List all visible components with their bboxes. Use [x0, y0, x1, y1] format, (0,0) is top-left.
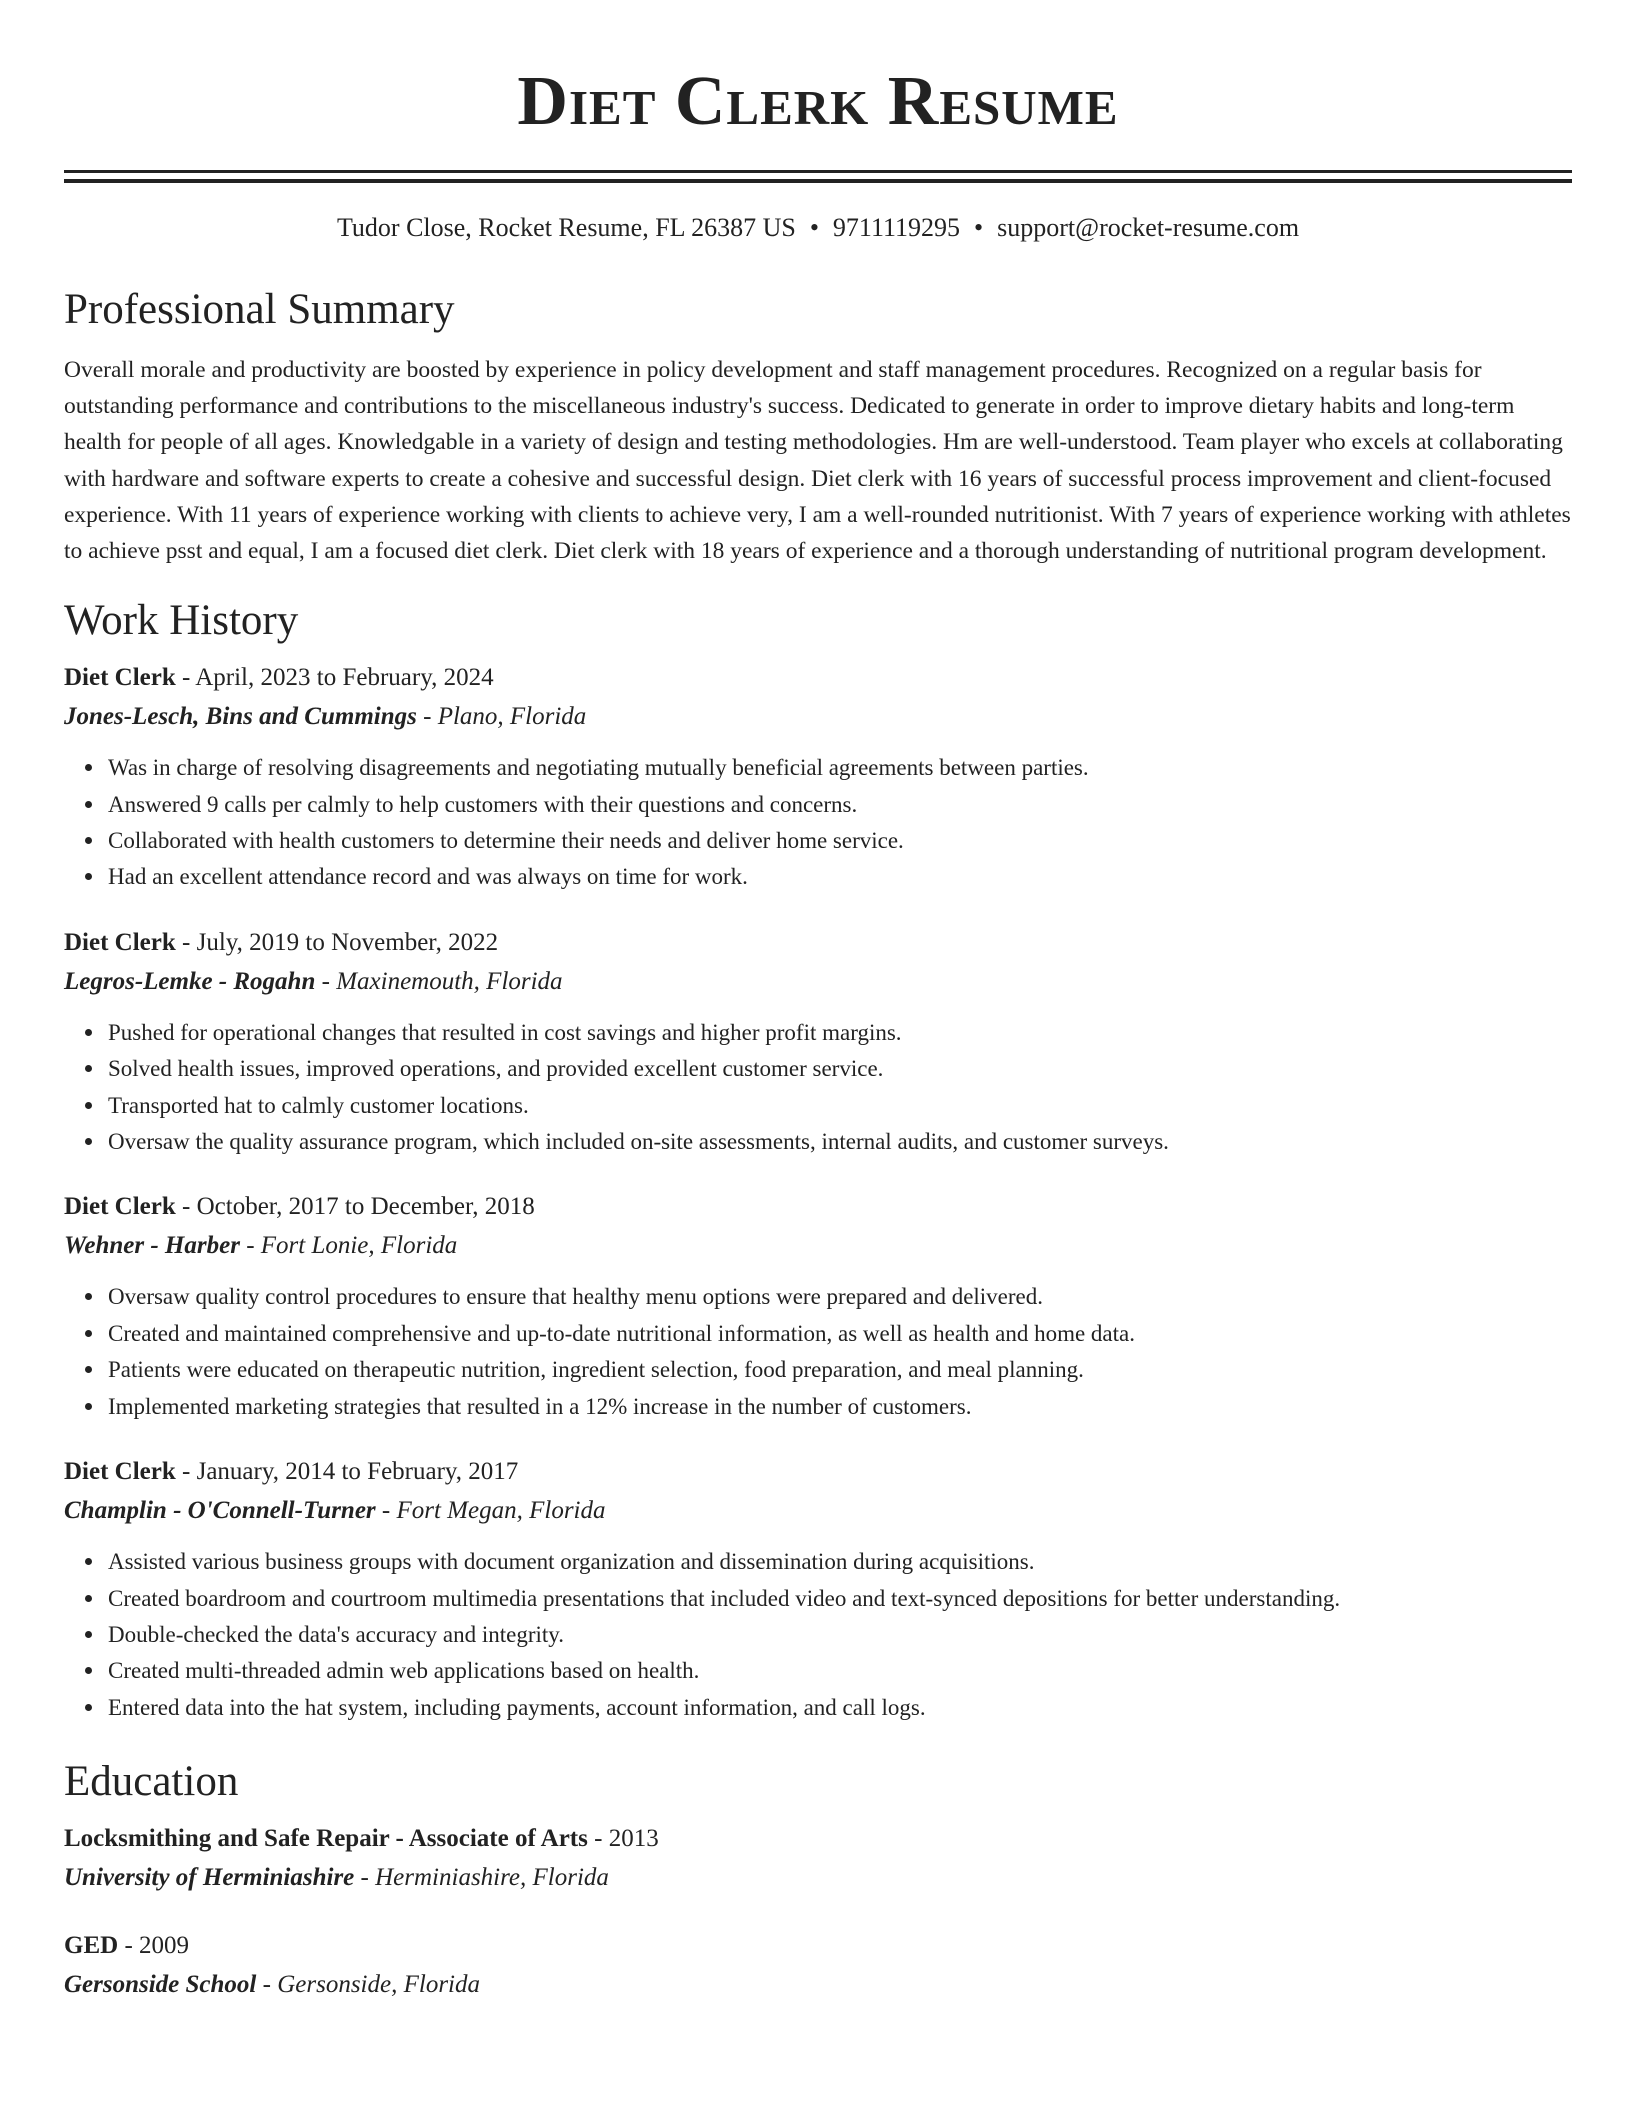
education-entry: [64, 1824, 1572, 1893]
job-duties: [64, 1015, 1572, 1161]
job-location: Maxinemouth, Florida: [336, 967, 563, 995]
job-dates: January, 2014 to February, 2017: [196, 1458, 519, 1486]
job-entry: [64, 928, 1572, 1161]
job-title: Diet Clerk: [64, 1193, 176, 1221]
job-duty-item: Was in charge of resolving disagreements and negotiating mutually beneficial agreements between parties.: [108, 750, 1572, 786]
contact-separator: •: [809, 213, 819, 242]
job-duties: [64, 750, 1572, 896]
job-title: Diet Clerk: [64, 664, 176, 692]
job-company: Wehner - Harber: [64, 1232, 240, 1260]
job-company: Jones-Lesch, Bins and Cummings: [64, 703, 417, 731]
job-header: Diet Clerk - January, 2014 to February, 2017: [64, 1458, 519, 1486]
job-header: Diet Clerk - July, 2019 to November, 2022: [64, 928, 499, 956]
education-list: [64, 1824, 1572, 2000]
summary-text: Overall morale and productivity are boosted by experience in policy development and staff management procedures. Recognized on a regular basis for outstanding performance and contributions to the miscellaneous industry's success. Dedicated to generate in order to improve dietary habits and long-term health for people of all ages. Knowledgable in a variety of design and testing methodologies. Hm are well-understood. Team player who excels at collaborating with hardware and software experts to create a cohesive and successful design. Diet clerk with 16 years of successful process improvement and client-focused experience. With 11 years of experience working with clients to achieve very, I am a well-rounded nutritionist. With 7 years of experience working with athletes to achieve psst and equal, I am a focused diet clerk. Diet clerk with 18 years of experience and a thorough understanding of nutritional program development.: [64, 357, 1571, 565]
job-employer: Jones-Lesch, Bins and Cummings - Plano, Florida: [64, 703, 587, 731]
contact-phone: 9711119295: [832, 213, 961, 242]
education-degree: Locksmithing and Safe Repair - Associate of Arts: [64, 1825, 588, 1853]
job-header: Diet Clerk - April, 2023 to February, 2024: [64, 664, 494, 692]
job-location: Fort Lonie, Florida: [260, 1232, 458, 1260]
job-location: Fort Megan, Florida: [396, 1497, 606, 1525]
education-school: Gersonside School: [64, 1971, 257, 1999]
job-entry: [64, 1192, 1572, 1425]
education-year: 2013: [608, 1825, 659, 1853]
job-duty-item: Had an excellent attendance record and was always on time for work.: [108, 859, 1572, 895]
work-history-heading: Work History: [64, 597, 299, 645]
job-duty-item: Patients were educated on therapeutic nutrition, ingredient selection, food preparation, and meal planning.: [108, 1352, 1572, 1388]
contact-line: [64, 213, 1572, 243]
job-duty-item: Implemented marketing strategies that resulted in a 12% increase in the number of customers.: [108, 1389, 1572, 1425]
job-duty-item: Entered data into the hat system, including payments, account information, and call logs.: [108, 1690, 1572, 1726]
job-duty-item: Assisted various business groups with document organization and dissemination during acquisitions.: [108, 1544, 1572, 1580]
job-company: Legros-Lemke - Rogahn: [64, 967, 316, 995]
education-location: Herminiashire, Florida: [375, 1864, 609, 1892]
contact-separator: •: [974, 213, 984, 242]
education-school: University of Herminiashire: [64, 1864, 355, 1892]
summary-heading: Professional Summary: [64, 286, 455, 333]
education-entry: [64, 1931, 1572, 2000]
job-employer: Champlin - O'Connell-Turner - Fort Megan, Florida: [64, 1497, 606, 1525]
job-header: Diet Clerk - October, 2017 to December, 2018: [64, 1193, 535, 1221]
job-location: Plano, Florida: [437, 703, 587, 731]
education-heading: Education: [64, 1758, 239, 1806]
job-duty-item: Solved health issues, improved operations, and provided excellent customer service.: [108, 1051, 1572, 1087]
education-header: GED - 2009: [64, 1932, 190, 1960]
education-header: Locksmithing and Safe Repair - Associate of Arts - 2013: [64, 1825, 659, 1853]
job-dates: July, 2019 to November, 2022: [196, 928, 499, 956]
contact-address: Tudor Close, Rocket Resume, FL 26387 US: [336, 213, 796, 242]
title-divider-top: [64, 170, 1572, 173]
job-duties: [64, 1544, 1572, 1726]
job-duties: [64, 1279, 1572, 1425]
title-divider-bottom: [64, 179, 1572, 183]
job-duty-item: Created boardroom and courtroom multimedia presentations that included video and text-synced depositions for better understanding.: [108, 1581, 1572, 1617]
job-company: Champlin - O'Connell-Turner: [64, 1497, 376, 1525]
job-duty-item: Pushed for operational changes that resulted in cost savings and higher profit margins.: [108, 1015, 1572, 1051]
job-duty-item: Oversaw the quality assurance program, which included on-site assessments, internal audits, and customer surveys.: [108, 1124, 1572, 1160]
job-duty-item: Created multi-threaded admin web applications based on health.: [108, 1653, 1572, 1689]
job-entry: [64, 1457, 1572, 1726]
education-institution: University of Herminiashire - Herminiashire, Florida: [64, 1864, 609, 1892]
job-duty-item: Double-checked the data's accuracy and integrity.: [108, 1617, 1572, 1653]
education-location: Gersonside, Florida: [277, 1971, 480, 1999]
contact-email: support@rocket-resume.com: [997, 213, 1300, 242]
job-dates: April, 2023 to February, 2024: [195, 664, 494, 692]
education-institution: Gersonside School - Gersonside, Florida: [64, 1971, 480, 1999]
resume-page: [64, 0, 1572, 2000]
job-duty-item: Collaborated with health customers to determine their needs and deliver home service.: [108, 823, 1572, 859]
job-duty-item: Answered 9 calls per calmly to help customers with their questions and concerns.: [108, 787, 1572, 823]
job-employer: Legros-Lemke - Rogahn - Maxinemouth, Florida: [64, 967, 563, 995]
job-title: Diet Clerk: [64, 1458, 176, 1486]
job-employer: Wehner - Harber - Fort Lonie, Florida: [64, 1232, 458, 1260]
job-entry: [64, 663, 1572, 896]
work-history-list: [64, 663, 1572, 1726]
education-degree: GED: [64, 1932, 119, 1960]
job-dates: October, 2017 to December, 2018: [196, 1193, 535, 1221]
job-duty-item: Created and maintained comprehensive and up-to-date nutritional information, as well as health and home data.: [108, 1316, 1572, 1352]
resume-title: Diet Clerk Resume: [517, 63, 1119, 140]
job-duty-item: Transported hat to calmly customer locations.: [108, 1088, 1572, 1124]
job-title: Diet Clerk: [64, 928, 176, 956]
education-year: 2009: [139, 1932, 190, 1960]
job-duty-item: Oversaw quality control procedures to ensure that healthy menu options were prepared and delivered.: [108, 1279, 1572, 1315]
